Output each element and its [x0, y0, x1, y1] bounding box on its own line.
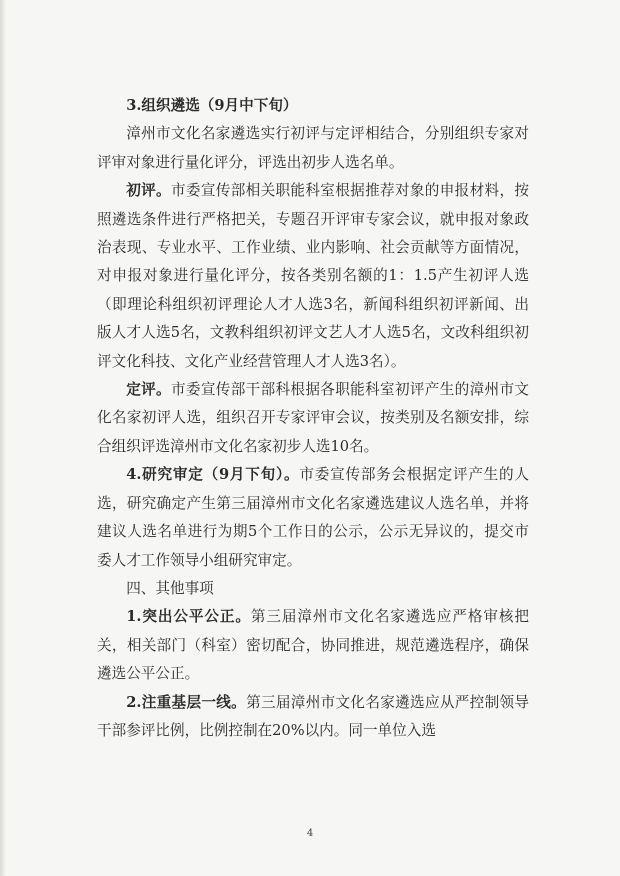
heading-text: 四、其他事项	[126, 579, 214, 597]
paragraph-text: 第三届漳州市文化名家遴选应从严控制领导干部参评比例，比例控制在20%以内。同一单位入选	[97, 693, 529, 739]
section-heading-organize-selection	[97, 92, 529, 120]
paragraph-text: 市委宣传部务会根据定评产生的人选，研究确定产生第三届漳州市文化名家遴选建议人选名单，并将建议人选名单进行为期5个工作日的公示，公示无异议的，提交市委人才工作领导小组研究审定。	[97, 466, 529, 569]
paragraph-text: 漳州市文化名家遴选实行初评与定评相结合，分别组织专家对评审对象进行量化评分，评选出初步人选名单。	[97, 125, 529, 171]
paragraph-lead: 初评。	[126, 182, 171, 200]
paragraph-selection-overview	[97, 120, 529, 177]
paragraph-initial-review	[97, 177, 529, 376]
paragraph-text: 第三届漳州市文化名家遴选应严格审核把关，相关部门（科室）密切配合，协同推进，规范遴选程序，确保遴选公平公正。	[97, 608, 529, 683]
paragraph-lead: 2.注重基层一线。	[126, 693, 247, 711]
paragraph-text: 市委宣传部相关职能科室根据推荐对象的申报材料，按照遴选条件进行严格把关，专题召开评审专家会议，就申报对象政治表现、专业水平、工作业绩、业内影响、社会贡献等方面情况，对申报对象进行量化评分，按各类别名额的1：1.5产生初评人选（即理论科组织初评理论人才人选3名，新闻科组织初评新闻、出版人才人选5名，文教科组织初评文艺人才人选5名，文改科组织初评文化科技、文化产业经营管理人才人选3名）。	[97, 182, 529, 370]
page-number: 4	[306, 828, 314, 839]
paragraph-lead: 4.研究审定（9月下旬）。	[126, 466, 300, 484]
paragraph-lead: 1.突出公平公正。	[126, 608, 251, 626]
paragraph-grassroots	[97, 689, 529, 746]
document-body	[97, 92, 529, 745]
heading-text: 3.组织遴选（9月中下旬）	[126, 97, 298, 114]
paragraph-lead: 定评。	[126, 381, 171, 399]
section-heading-other-matters	[97, 575, 529, 603]
paragraph-fairness	[97, 603, 529, 688]
paragraph-text: 市委宣传部干部科根据各职能科室初评产生的漳州市文化名家初评人选，组织召开专家评审会议，按类别及名额安排，综合组织评选漳州市文化名家初步人选10名。	[97, 381, 529, 455]
paragraph-research-approval	[97, 461, 529, 575]
scan-edge-shadow	[0, 0, 6, 876]
paragraph-final-review	[97, 376, 529, 461]
